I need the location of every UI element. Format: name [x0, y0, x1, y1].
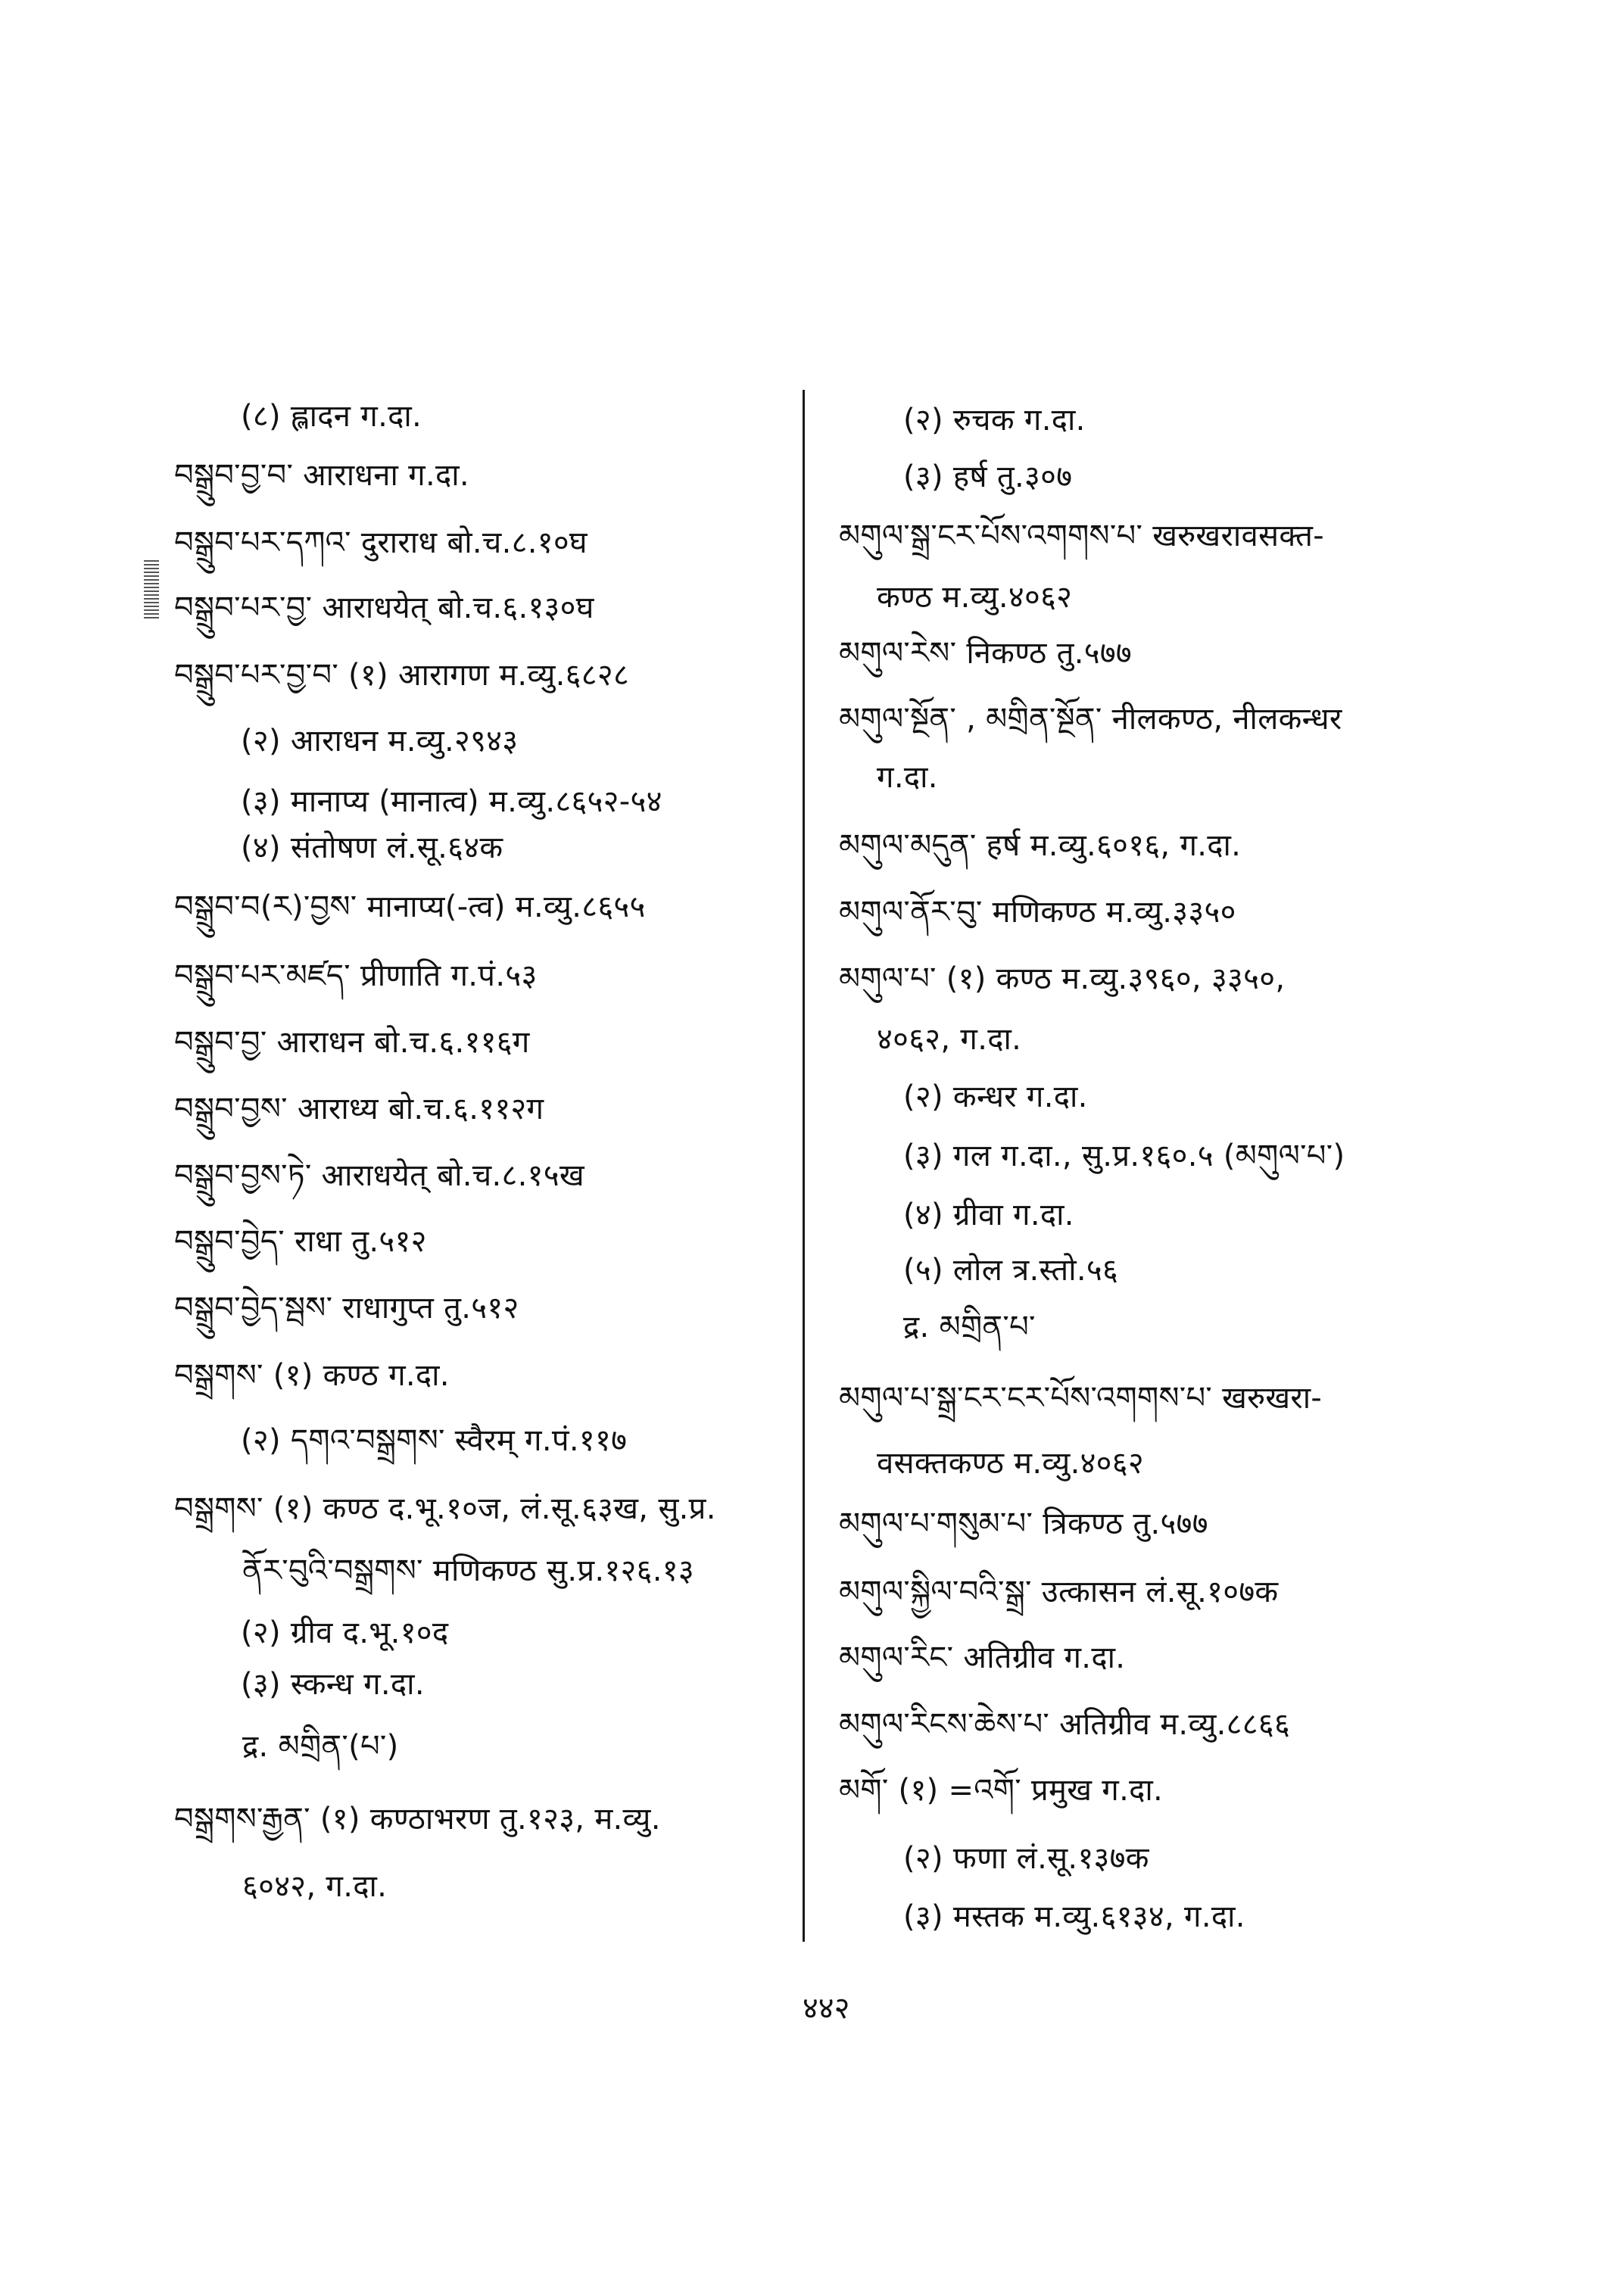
entry-line: མགུལ་པ་གསུམ་པ་ त्रिकण्ठ तु.५७७ — [839, 1506, 1208, 1541]
page-number: ४४२ — [803, 1991, 850, 2026]
entry-line: མགུལ་མདུན་ हर्ष म.व्यु.६०१६, ग.दा. — [839, 828, 1242, 863]
entry-line: (३) हर्ष तु.३०७ — [903, 460, 1073, 494]
entry-line: བསྒྲུབ་བྱེད་ राधा तु.५१२ — [174, 1224, 427, 1259]
entry-line: कण्ठ म.व्यु.४०६२ — [877, 580, 1073, 615]
entry-line: བསྒྲུབ་བྱས་ཏེ་ आराधयेत् बो.च.८.१५ख — [174, 1158, 584, 1193]
entry-line: (२) ग्रीव द.भू.१०द — [241, 1615, 449, 1650]
entry-line: བསྒྲུབ་པར་བྱ་བ་ (१) आरागण म.व्यु.६८२८ — [174, 658, 630, 693]
entry-line: ग.दा. — [877, 760, 938, 795]
entry-line: (२) फणा लं.सू.१३७क — [903, 1841, 1149, 1876]
entry-line: མགུལ་སྔོན་ , མགྲིན་སྔོན་ नीलकण्ठ, नीलकन्धर — [839, 702, 1342, 737]
entry-line: མགུལ་སྒྲ་ངར་པོས་འགགས་པ་ खरुखरावसक्त- — [839, 519, 1324, 553]
entry-line: (३) मस्तक म.व्यु.६१३४, ग.दा. — [903, 1899, 1245, 1934]
entry-line: (३) स्कन्ध ग.दा. — [241, 1667, 425, 1702]
entry-line: བསྒྲུབ་བ(ར)་བྱས་ मानाप्य(-त्व) म.व्यु.८६५५ — [174, 889, 646, 924]
entry-line: མགུལ་ནོར་བུ་ मणिकण्ठ म.व्यु.३३५० — [839, 895, 1236, 930]
entry-line: (५) लोल त्र.स्तो.५६ — [903, 1253, 1119, 1288]
entry-line: (३) मानाप्य (मानात्व) म.व्यु.८६५२-५४ — [241, 784, 662, 819]
entry-line: द्र. མགྲིན་པ་ — [903, 1310, 1036, 1344]
column-divider — [803, 390, 805, 1942]
entry-line: བསྒྲུབ་བྱས་ आराध्य बो.च.६.११२ग — [174, 1092, 544, 1126]
entry-line: (४) संतोषण लं.सू.६४क — [241, 830, 503, 865]
entry-line: མགོ་ (१) =འགོ་ प्रमुख ग.दा. — [839, 1773, 1164, 1808]
entry-line: द्र. མགྲིན་(པ་) — [242, 1729, 399, 1764]
entry-line: (२) आराधन म.व्यु.२९४३ — [241, 724, 519, 759]
entry-line: མགུལ་པ་སྒྲ་ངར་ངར་པོས་འགགས་པ་ खरुखरा- — [839, 1381, 1323, 1416]
entry-line: (३) गल ग.दा., सु.प्र.१६०.५ (མགུལ་པ་) — [903, 1139, 1345, 1173]
entry-line: མགུལ་རིང་ अतिग्रीव ग.दा. — [839, 1640, 1126, 1675]
entry-line: བསྒྲུབ་པར་བྱ་ आराधयेत् बो.च.६.१३०घ — [174, 590, 594, 625]
entry-line: (४) ग्रीवा ग.दा. — [903, 1198, 1074, 1232]
entry-line: བསྒྲུབ་བྱ་ आराधन बो.च.६.११६ग — [174, 1025, 530, 1060]
entry-line: (२) कन्धर ग.दा. — [903, 1080, 1088, 1114]
entry-line: མགུལ་པ་ (१) कण्ठ म.व्यु.३९६०, ३३५०, — [839, 961, 1286, 996]
margin-mark — [144, 560, 159, 621]
entry-line: བསྒྲུབ་པར་མཛད་ प्रीणाति ग.पं.५३ — [174, 958, 538, 993]
entry-line: (८) ह्लादन ग.दा. — [241, 399, 422, 434]
entry-line: བསྒྲུབ་བྱ་བ་ आराधना ग.दा. — [174, 458, 469, 493]
entry-line: ནོར་བུའི་བསྒྲགས་ मणिकण्ठ सु.प्र.१२६.१३ — [242, 1553, 694, 1588]
entry-line: མགུལ་རིངས་ཆེས་པ་ अतिग्रीव म.व्यु.८८६६ — [839, 1707, 1291, 1742]
entry-line: བསྒྲགས་ (१) कण्ठ द.भू.१०ज, लं.सू.६३ख, सु.प्र. — [174, 1491, 716, 1526]
entry-line: (२) रुचक ग.दा. — [903, 403, 1086, 438]
entry-line: ४०६२, ग.दा. — [877, 1022, 1022, 1057]
entry-line: བསྒྲུབ་པར་དཀའ་ दुराराध बो.च.८.१०घ — [174, 525, 588, 560]
entry-line: མགུལ་སྐྱིལ་བའི་སྒྲ་ उत्कासन लं.सू.१०७क — [839, 1575, 1279, 1609]
entry-line: वसक्तकण्ठ म.व्यु.४०६२ — [877, 1446, 1144, 1481]
entry-line: (२) དགའ་བསྒྲགས་ स्वैरम् ग.पं.११७ — [241, 1423, 628, 1458]
entry-line: བསྒྲུབ་བྱེད་སྦས་ राधागुप्त तु.५१२ — [174, 1291, 519, 1326]
entry-line: བསྒྲགས་ (१) कण्ठ ग.दा. — [174, 1358, 450, 1393]
entry-line: ६०४२, ग.दा. — [242, 1869, 388, 1904]
entry-line: མགུལ་རེས་ निकण्ठ तु.५७७ — [839, 636, 1133, 671]
entry-line: བསྒྲགས་རྒྱན་ (१) कण्ठाभरण तु.१२३, म.व्यु. — [174, 1802, 661, 1837]
